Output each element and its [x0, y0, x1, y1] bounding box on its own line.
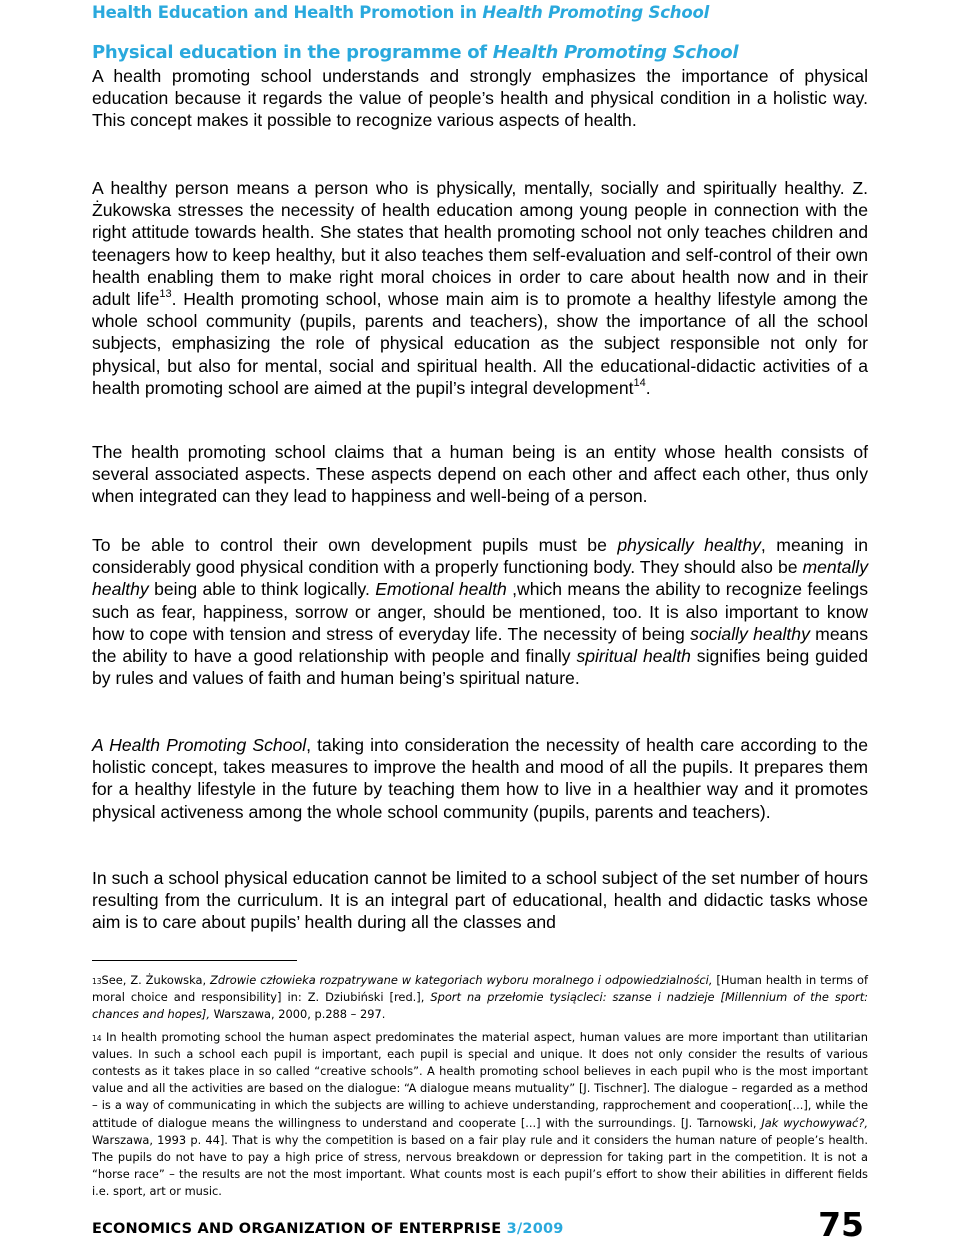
section-title-text: Physical education in the programme of	[92, 42, 493, 63]
running-header	[92, 3, 709, 22]
footnote-13-book-title: Sport na przełomie tysiącleci: szanse i nadzieje [Millennium of the sport: chances and hopes],	[92, 990, 868, 1022]
paragraph-5	[92, 734, 868, 823]
term-emotional-health: Emotional health	[375, 579, 507, 600]
footnote-14-text-b: Warszawa, 1993 p. 44]. That is why the competition is based on a fair play rule and it considers the human nature of people’s health. The pupils do not have to pay a high price of stress, nervous breakdown or depression for taking part in the competition. It is not a “horse race” – the results are not the most important. What counts most is each pupil’s effort to show their abilities in different fields i.e. sport, art or music.	[92, 1132, 868, 1199]
footnote-ref-14[interactable]: 14	[633, 376, 646, 389]
paragraph-4	[92, 534, 868, 689]
term-spiritual-health: spiritual health	[576, 646, 691, 667]
paragraph-4-text-b: , meaning in considerably good physical condition with a properly functioning body. They should also be	[92, 535, 868, 578]
footnote-13-text-c: Warszawa, 2000, p.288 – 297.	[209, 1007, 386, 1022]
paragraph-4-text-a: To be able to control their own development pupils must be	[92, 535, 618, 555]
term-socially-healthy: socially healthy	[690, 623, 810, 644]
footnote-13-text-a: See, Z. Żukowska,	[101, 973, 211, 987]
footnote-13-text-b: [Human health in terms of moral choice and responsibility] in: Z. Dziubiński [red.],	[92, 973, 868, 1005]
paragraph-4-text-f: signifies being guided by rules and values of faith and human being’s spiritual nature.	[92, 646, 869, 689]
paragraph-6-text: In such a school physical education cannot be limited to a school subject of the set number of hours resulting from the curriculum. It is an integral part of educational, health and didactic tasks whose aim is to care about pupils’ health during all the classes and	[92, 868, 868, 933]
paragraph-3	[92, 441, 868, 508]
footnote-13-title: Zdrowie człowieka rozpatrywane w kategoriach wyboru moralnego i odpowiedzialności,	[210, 973, 713, 987]
paragraph-4-text-c: being able to think logically.	[148, 579, 376, 600]
footnote-14-title: Jak wychowywać?,	[761, 1115, 868, 1130]
paragraph-1-text: A health promoting school understands and strongly emphasizes the importance of physical education because it regards the value of people’s health and physical condition in a holistic way. This concept makes it possible to recognize various aspects of health.	[92, 66, 868, 131]
footnote-13	[92, 972, 868, 1024]
paragraph-2-text-b: . Health promoting school, whose main aim is to promote a healthy lifestyle among the whole school community (pupils, parents and teachers), show the importance of all the school subjects, emphasizing the role of physical education as the subject responsible not only for physical, but also for mental, social and spiritual health. All the educational-didactic activities of a health promoting school are aimed at the pupil’s integral development	[92, 289, 869, 398]
footnote-14	[92, 1029, 868, 1201]
section-title-emphasis: Health Promoting School	[492, 42, 739, 63]
journal-name: ECONOMICS AND ORGANIZATION OF ENTERPRISE	[92, 1221, 507, 1237]
running-header-text: Health Education and Health Promotion in	[92, 3, 483, 22]
paragraph-2-text-c: .	[645, 377, 651, 398]
paragraph-5-text: , taking into consideration the necessity of health care according to the holistic concept, takes measures to improve the health and mood of all the pupils. It prepares them for a healthy lifestyle in the future by teaching them how to live in a healthier way and it promotes physical activeness among the whole school community (pupils, parents and teachers).	[92, 735, 868, 822]
term-mentally-healthy: mentally healthy	[92, 557, 868, 600]
paragraph-4-text-d: ,which means the ability to recognize feelings such as fear, happiness, sorrow or anger, should be mentioned, too. It is also important to know how to cope with tension and stress of everyday life. The necessity of being	[92, 579, 869, 644]
paragraph-3-text: The health promoting school claims that a human being is an entity whose health consists of several associated aspects. These aspects depend on each other and affect each other, thus only when integrated can they lead to happiness and well-being of a person.	[92, 442, 868, 507]
paragraph-1	[92, 65, 868, 132]
running-header-emphasis: Health Promoting School	[482, 3, 710, 22]
paragraph-6	[92, 867, 868, 934]
paragraph-2	[92, 177, 868, 399]
footnote-14-mark: 14	[92, 1033, 102, 1043]
term-physically-healthy: physically healthy	[617, 535, 761, 555]
footnote-divider	[92, 960, 297, 961]
journal-issue: 3/2009	[506, 1221, 564, 1237]
footnote-ref-13[interactable]: 13	[159, 288, 172, 301]
page-number: 75	[818, 1205, 864, 1244]
term-health-promoting-school: A Health Promoting School	[92, 735, 307, 755]
paragraph-2-text-a: A healthy person means a person who is physically, mentally, socially and spiritually healthy. Z. Żukowska stresses the necessity of health education among young people in connection with the right attitude towards health. She states that health promoting school not only teaches children and teenagers how to keep healthy, but it also teaches them self-evaluation and self-control of their own health enabling them to make right moral choices in order to care about health now and in their adult life	[92, 178, 868, 310]
section-title	[92, 42, 738, 63]
footnote-13-mark: 13	[92, 977, 102, 986]
footnotes	[92, 972, 868, 1206]
page-footer	[92, 1221, 564, 1237]
footnote-14-text-a: In health promoting school the human aspect predominates the material aspect, human values are more important than utilitarian values. In such a school each pupil is important, each pupil is special and unique. It does not only consider the results of various contests as it takes place in so called “creative schools”. A health promoting school believes in each pupil who is the most important value and all the activities are based on the dialogue: “A dialogue means mutuality” [J. Tischner]. The dialogue – regarded as a method – is a way of communicating in which the subjects are willing to achieve understanding, rapprochement and cooperation[...], while the attitude of dialogue means the willingness to understand and cooperate [...] with the surroundings. [J. Tarnowski,	[92, 1029, 868, 1130]
paragraph-4-text-e: means the ability to have a good relationship with people and finally	[92, 623, 868, 667]
